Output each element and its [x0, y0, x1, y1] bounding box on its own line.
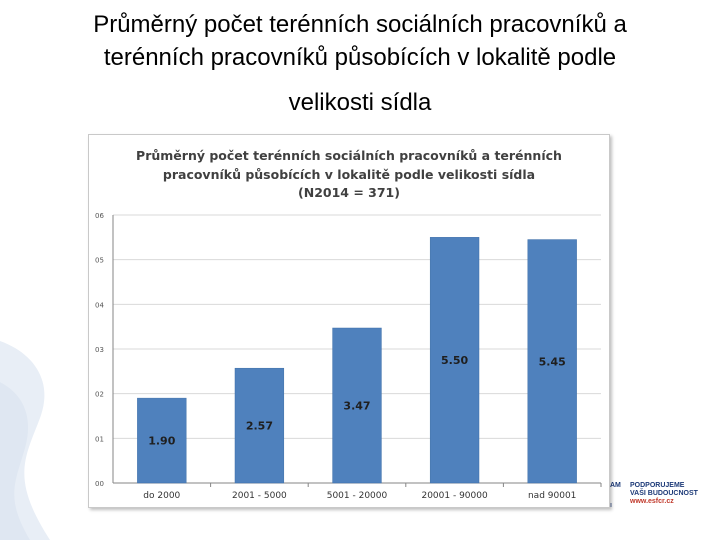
x-tick-label: 20001 - 90000 — [421, 491, 488, 501]
chart-title-line1: Průměrný počet terénních sociálních pracovníků a terénních — [136, 148, 562, 163]
x-tick-label: do 2000 — [143, 491, 181, 501]
chart-title-line2: pracovníků působících v lokalitě podle velikosti sídla — [162, 166, 536, 182]
data-label: 2.57 — [245, 419, 273, 433]
footer-line1: PODPORUJEME — [630, 482, 685, 489]
slide-title-line1: Průměrný počet terénních sociálních pracovníků a — [93, 11, 627, 38]
slide-title — [10, 8, 710, 119]
x-tick-label: 2001 - 5000 — [232, 491, 287, 501]
y-tick-label: 05 — [95, 256, 104, 265]
chart-frame — [88, 134, 610, 508]
data-label: 5.50 — [441, 354, 469, 368]
x-tick-label: 5001 - 20000 — [326, 491, 388, 501]
data-label: 5.45 — [538, 355, 566, 369]
data-label: 1.90 — [148, 434, 176, 448]
x-tick-label: nad 90001 — [527, 491, 577, 501]
y-tick-label: 01 — [95, 435, 104, 444]
slide-title-line2: terénních pracovníků působících v lokalitě podle — [103, 44, 617, 71]
y-tick-label: 00 — [95, 480, 104, 488]
chart-title-line3: (N2014 = 371) — [298, 185, 400, 200]
decorative-background-shape — [0, 318, 66, 540]
footer-line2: VAŠI BUDOUCNOST — [630, 490, 698, 497]
footer-am-text: AM — [610, 482, 621, 489]
footer-esf-text — [610, 482, 698, 506]
y-tick-label: 06 — [95, 212, 104, 220]
footer-url: www.esfcr.cz — [630, 498, 674, 505]
bar-chart — [89, 135, 609, 507]
slide-title-line3: velikosti sídla — [288, 89, 432, 116]
y-tick-label: 02 — [95, 390, 104, 399]
y-tick-label: 03 — [95, 346, 104, 354]
y-tick-label: 04 — [95, 301, 104, 310]
data-label: 3.47 — [343, 399, 371, 413]
